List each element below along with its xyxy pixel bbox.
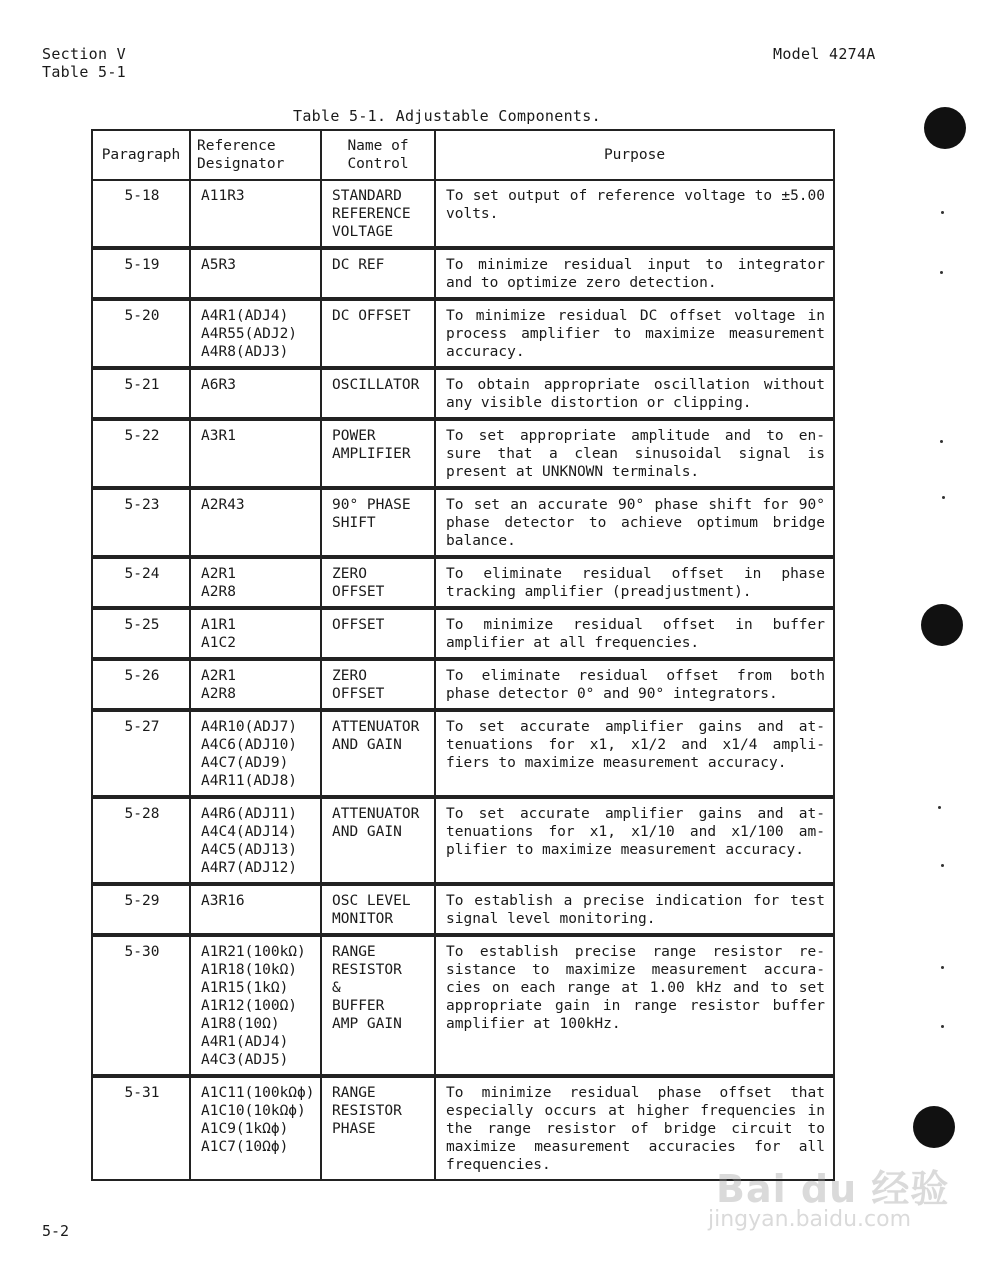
cell-reference-designator: A2R43 xyxy=(190,488,321,557)
cell-control-name: DC REF xyxy=(321,248,435,299)
model-number: Model 4274A xyxy=(773,45,876,63)
cell-reference-designator: A2R1 A2R8 xyxy=(190,659,321,710)
cell-reference-designator: A1R1 A1C2 xyxy=(190,608,321,659)
cell-paragraph: 5-29 xyxy=(92,884,190,935)
table-row xyxy=(92,884,834,935)
cell-purpose: To minimize residual input to integrator and to optimize zero detection. xyxy=(435,248,834,299)
cell-control-name: DC OFFSET xyxy=(321,299,435,368)
table-row xyxy=(92,797,834,884)
col-header-purpose: Purpose xyxy=(435,130,834,180)
table-row xyxy=(92,608,834,659)
col-header-name: Name of Control xyxy=(321,130,435,180)
cell-control-name: RANGE RESISTOR & BUFFER AMP GAIN xyxy=(321,935,435,1076)
scan-speck xyxy=(940,271,943,274)
cell-paragraph: 5-27 xyxy=(92,710,190,797)
scan-speck xyxy=(942,496,945,499)
cell-purpose: To set accurate amplifier gains and at- tenuations for x1, x1/10 and x1/100 am- plifier to maximize measurement accuracy. xyxy=(435,797,834,884)
punch-hole xyxy=(924,107,966,149)
cell-control-name: ATTENUATOR AND GAIN xyxy=(321,710,435,797)
cell-purpose: To minimize residual phase offset that especially occurs at higher frequencies in the range resistor of bridge circuit to maximize measurement accuracies for all frequencies. xyxy=(435,1076,834,1180)
table-row xyxy=(92,710,834,797)
table-row xyxy=(92,419,834,488)
cell-paragraph: 5-19 xyxy=(92,248,190,299)
cell-reference-designator: A4R1(ADJ4) A4R55(ADJ2) A4R8(ADJ3) xyxy=(190,299,321,368)
cell-purpose: To obtain appropriate oscillation without any visible distortion or clipping. xyxy=(435,368,834,419)
col-header-reference: Reference Designator xyxy=(190,130,321,180)
scan-speck xyxy=(938,806,941,809)
scan-speck xyxy=(941,211,944,214)
col-header-paragraph: Paragraph xyxy=(92,130,190,180)
cell-purpose: To set appropriate amplitude and to en- sure that a clean sinusoidal signal is present at UNKNOWN terminals. xyxy=(435,419,834,488)
cell-paragraph: 5-24 xyxy=(92,557,190,608)
cell-purpose: To set output of reference voltage to ±5.00 volts. xyxy=(435,180,834,248)
punch-hole xyxy=(921,604,963,646)
cell-paragraph: 5-23 xyxy=(92,488,190,557)
cell-control-name: POWER AMPLIFIER xyxy=(321,419,435,488)
cell-control-name: ZERO OFFSET xyxy=(321,659,435,710)
cell-paragraph: 5-30 xyxy=(92,935,190,1076)
cell-reference-designator: A4R6(ADJ11) A4C4(ADJ14) A4C5(ADJ13) A4R7(ADJ12) xyxy=(190,797,321,884)
cell-paragraph: 5-22 xyxy=(92,419,190,488)
table-row xyxy=(92,299,834,368)
cell-reference-designator: A4R10(ADJ7) A4C6(ADJ10) A4C7(ADJ9) A4R11(ADJ8) xyxy=(190,710,321,797)
cell-control-name: OSCILLATOR xyxy=(321,368,435,419)
table-caption: Table 5-1. Adjustable Components. xyxy=(293,107,601,125)
cell-paragraph: 5-26 xyxy=(92,659,190,710)
page-number: 5-2 xyxy=(42,1222,70,1240)
scan-speck xyxy=(941,864,944,867)
punch-hole xyxy=(913,1106,955,1148)
table-row xyxy=(92,368,834,419)
watermark-brand: Bai du 经验 xyxy=(716,1167,950,1211)
table-row xyxy=(92,180,834,248)
cell-purpose: To set an accurate 90° phase shift for 90° phase detector to achieve optimum bridge balance. xyxy=(435,488,834,557)
cell-reference-designator: A1R21(100kΩ) A1R18(10kΩ) A1R15(1kΩ) A1R12(100Ω) A1R8(10Ω) A4R1(ADJ4) A4C3(ADJ5) xyxy=(190,935,321,1076)
cell-reference-designator: A1C11(100kΩϕ) A1C10(10kΩϕ) A1C9(1kΩϕ) A1C7(10Ωϕ) xyxy=(190,1076,321,1180)
cell-purpose: To establish precise range resistor re- sistance to maximize measurement accura- cies on each range at 1.00 kHz and to set appropriate gain in range resistor buffer amplifier at 100kHz. xyxy=(435,935,834,1076)
adjustable-components-table xyxy=(91,129,835,1181)
cell-reference-designator: A6R3 xyxy=(190,368,321,419)
scan-speck xyxy=(941,966,944,969)
section-label: Section V xyxy=(42,45,126,63)
cell-reference-designator: A3R1 xyxy=(190,419,321,488)
cell-control-name: RANGE RESISTOR PHASE xyxy=(321,1076,435,1180)
cell-control-name: OFFSET xyxy=(321,608,435,659)
cell-paragraph: 5-20 xyxy=(92,299,190,368)
watermark-url: jingyan.baidu.com xyxy=(708,1207,912,1232)
table-body xyxy=(92,180,834,1180)
table-header-row xyxy=(92,130,834,180)
table-reference: Table 5-1 xyxy=(42,63,126,81)
cell-reference-designator: A5R3 xyxy=(190,248,321,299)
cell-paragraph: 5-18 xyxy=(92,180,190,248)
cell-reference-designator: A3R16 xyxy=(190,884,321,935)
cell-paragraph: 5-25 xyxy=(92,608,190,659)
cell-reference-designator: A2R1 A2R8 xyxy=(190,557,321,608)
cell-purpose: To minimize residual DC offset voltage in process amplifier to maximize measurement accuracy. xyxy=(435,299,834,368)
table-row xyxy=(92,488,834,557)
cell-purpose: To eliminate residual offset from both phase detector 0° and 90° integrators. xyxy=(435,659,834,710)
cell-paragraph: 5-21 xyxy=(92,368,190,419)
cell-purpose: To minimize residual offset in buffer amplifier at all frequencies. xyxy=(435,608,834,659)
scan-speck xyxy=(941,1025,944,1028)
table-row xyxy=(92,248,834,299)
cell-control-name: 90° PHASE SHIFT xyxy=(321,488,435,557)
cell-paragraph: 5-31 xyxy=(92,1076,190,1180)
cell-control-name: ATTENUATOR AND GAIN xyxy=(321,797,435,884)
table-row xyxy=(92,557,834,608)
cell-purpose: To establish a precise indication for test signal level monitoring. xyxy=(435,884,834,935)
cell-purpose: To set accurate amplifier gains and at- tenuations for x1, x1/2 and x1/4 ampli- fiers to maximize measurement accuracy. xyxy=(435,710,834,797)
cell-control-name: OSC LEVEL MONITOR xyxy=(321,884,435,935)
cell-purpose: To eliminate residual offset in phase tracking amplifier (preadjustment). xyxy=(435,557,834,608)
table-row xyxy=(92,659,834,710)
cell-reference-designator: A11R3 xyxy=(190,180,321,248)
cell-paragraph: 5-28 xyxy=(92,797,190,884)
table-row xyxy=(92,935,834,1076)
cell-control-name: ZERO OFFSET xyxy=(321,557,435,608)
cell-control-name: STANDARD REFERENCE VOLTAGE xyxy=(321,180,435,248)
scan-speck xyxy=(940,440,943,443)
